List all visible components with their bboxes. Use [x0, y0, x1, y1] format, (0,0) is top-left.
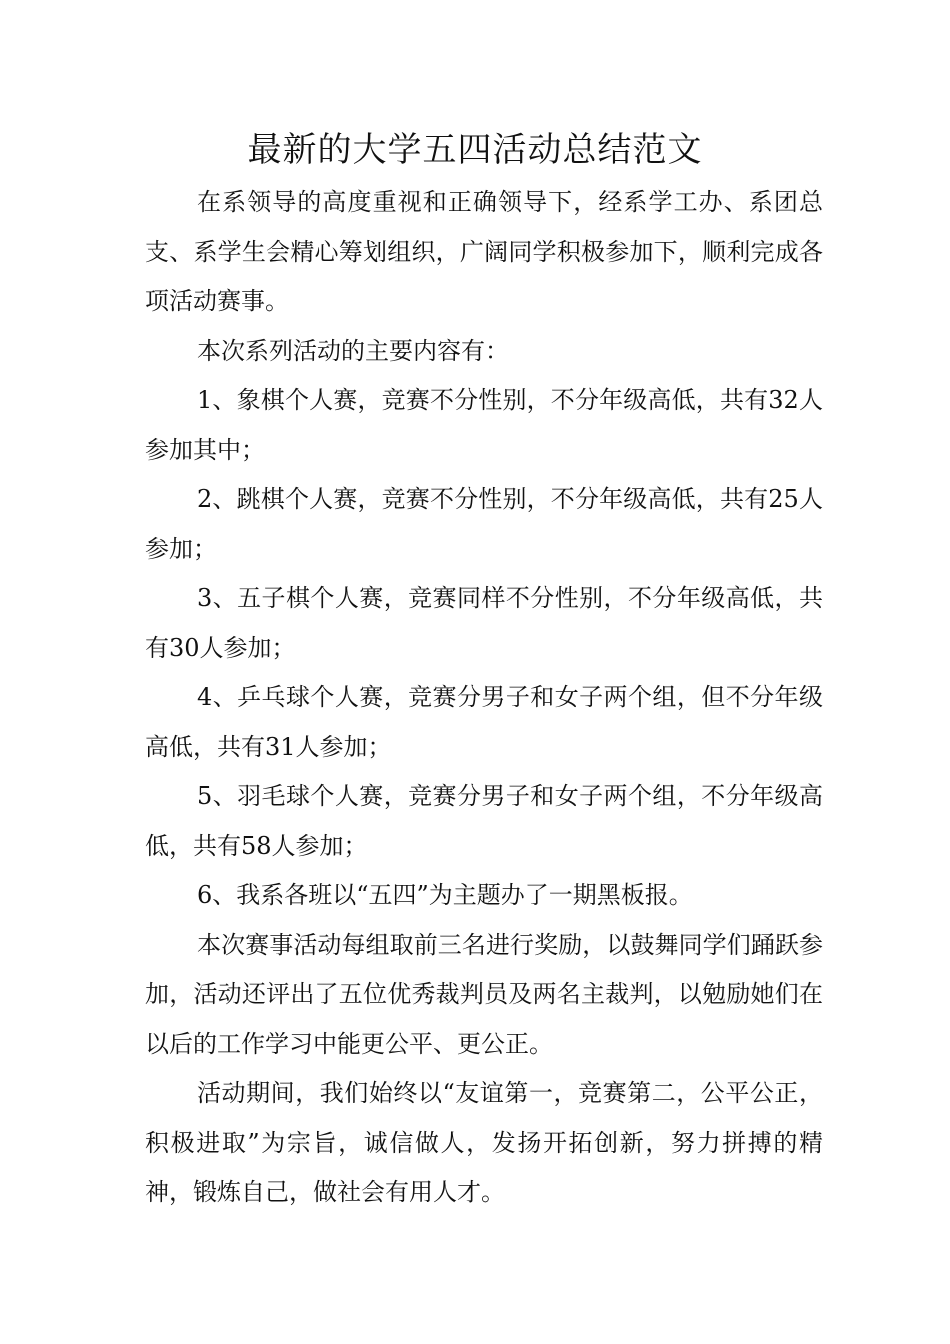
document-body: [145, 178, 823, 1218]
paragraph-intro: 在系领导的高度重视和正确领导下，经系学工办、系团总支、系学生会精心筹划组织，广阔同学积极参加下，顺利完成各项活动赛事。: [145, 188, 823, 315]
paragraph-awards: 本次赛事活动每组取前三名进行奖励，以鼓舞同学们踊跃参加，活动还评出了五位优秀裁判员及两名主裁判，以勉励她们在以后的工作学习中能更公平、更公正。: [145, 930, 823, 1058]
list-item-badminton: 5、羽毛球个人赛，竞赛分男子和女子两个组，不分年级高低，共有58人参加；: [145, 782, 823, 860]
list-item-table-tennis: 4、乒乓球个人赛，竞赛分男子和女子两个组，但不分年级高低，共有31人参加；: [145, 683, 823, 761]
list-item-chess: 1、象棋个人赛，竞赛不分性别，不分年级高低，共有32人参加其中；: [145, 386, 823, 464]
list-item-checkers: 2、跳棋个人赛，竞赛不分性别，不分年级高低，共有25人参加；: [145, 485, 823, 563]
paragraph-conclusion: 活动期间，我们始终以“友谊第一，竞赛第二，公平公正，积极进取”为宗旨，诚信做人，发扬开拓创新，努力拼搏的精神，锻炼自己，做社会有用人才。: [145, 1079, 823, 1206]
paragraph-contents-heading: 本次系列活动的主要内容有：: [197, 336, 509, 365]
list-item-blackboard: 6、我系各班以“五四”为主题办了一期黑板报。: [197, 881, 693, 909]
document-title: 最新的大学五四活动总结范文: [247, 130, 703, 170]
list-item-gomoku: 3、五子棋个人赛，竞赛同样不分性别，不分年级高低，共有30人参加；: [145, 584, 823, 662]
